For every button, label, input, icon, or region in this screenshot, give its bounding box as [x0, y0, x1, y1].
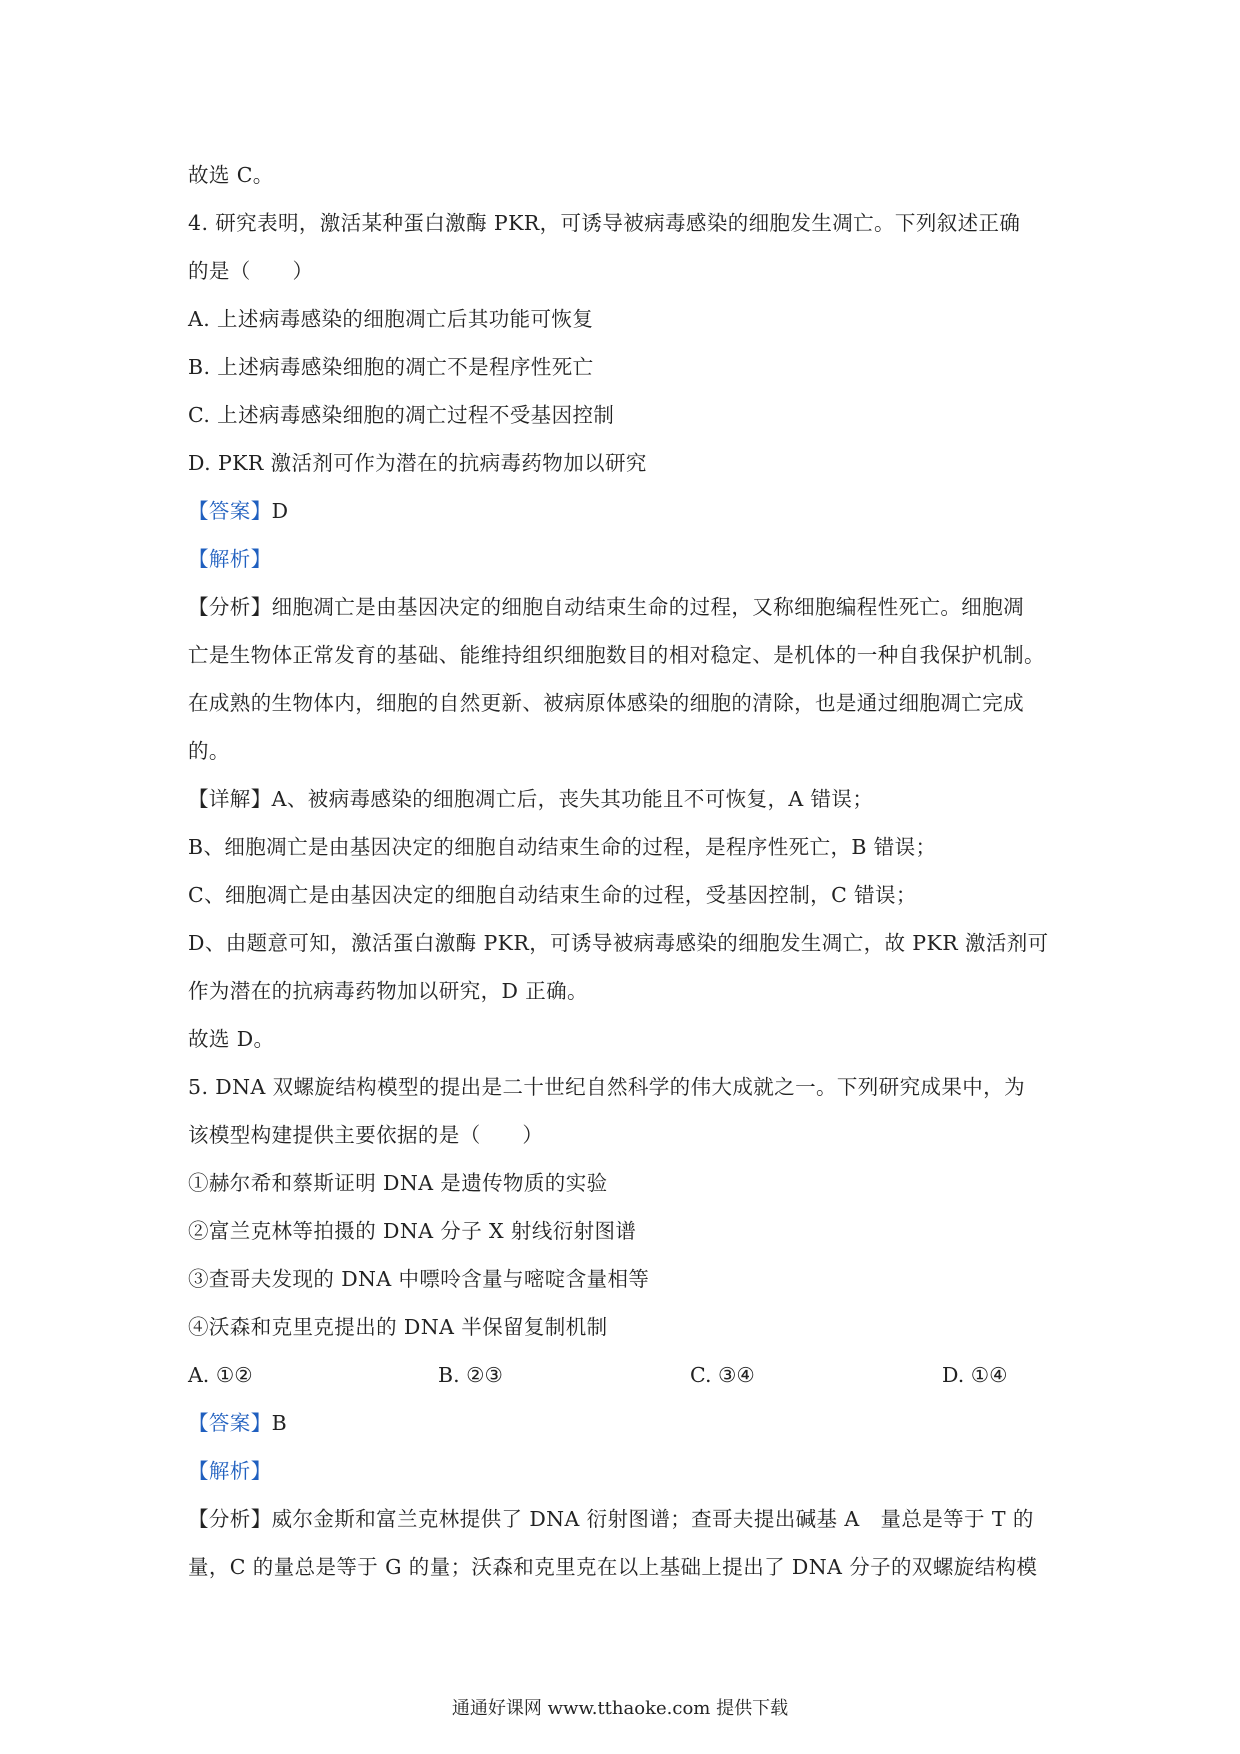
- prev-conclusion: 故选 C。: [188, 163, 274, 187]
- q4-analysis-tag: 【解析】: [188, 547, 272, 571]
- q5-stem-line-2: 该模型构建提供主要依据的是（ ）: [188, 1123, 544, 1147]
- q5-fenxi-line-1: [188, 1504, 1034, 1534]
- q4-option-a: A. 上述病毒感染的细胞凋亡后其功能可恢复: [188, 307, 594, 331]
- q4-detail-line-5: 作为潜在的抗病毒药物加以研究，D 正确。: [188, 979, 588, 1003]
- q4-stem-line-1: 4. 研究表明，激活某种蛋白激酶 PKR，可诱导被病毒感染的细胞发生凋亡。下列叙述正确: [188, 211, 1021, 235]
- q5-stem-line-1: 5. DNA 双螺旋结构模型的提出是二十世纪自然科学的伟大成就之一。下列研究成果中，为: [188, 1075, 1025, 1099]
- q5-item-3: ③查哥夫发现的 DNA 中嘌呤含量与嘧啶含量相等: [188, 1267, 650, 1291]
- q4-answer-value: D: [271, 499, 289, 523]
- q4-option-d: D. PKR 激活剂可作为潜在的抗病毒药物加以研究: [188, 451, 647, 475]
- q5-analysis-tag: 【解析】: [188, 1459, 272, 1483]
- q4-detail-line-4: D、由题意可知，激活蛋白激酶 PKR，可诱导被病毒感染的细胞发生凋亡，故 PKR 激活剂可: [188, 931, 1049, 955]
- q5-item-2: ②富兰克林等拍摄的 DNA 分子 X 射线衍射图谱: [188, 1219, 637, 1243]
- q5-option-c: C. ③④: [690, 1363, 755, 1387]
- q4-detail-text-1: A、被病毒感染的细胞凋亡后，丧失其功能且不可恢复，A 错误；: [271, 787, 874, 811]
- page-footer: 通通好课网 www.tthaoke.com 提供下载: [451, 1698, 789, 1719]
- q4-analysis-heading: [188, 544, 272, 574]
- q4-conclusion: 故选 D。: [188, 1027, 275, 1051]
- q5-answer-value: B: [271, 1411, 288, 1435]
- q4-fenxi-line-4: 的。: [188, 739, 230, 763]
- q4-option-c: C. 上述病毒感染细胞的凋亡过程不受基因控制: [188, 403, 615, 427]
- q4-fenxi-line-1: [188, 592, 1024, 622]
- q4-answer: [188, 496, 288, 526]
- q5-fenxi-tag: 【分析】: [188, 1507, 272, 1531]
- q5-option-b: B. ②③: [438, 1363, 503, 1387]
- q5-item-4: ④沃森和克里克提出的 DNA 半保留复制机制: [188, 1315, 608, 1339]
- q4-fenxi-line-2: 亡是生物体正常发育的基础、能维持组织细胞数目的相对稳定、是机体的一种自我保护机制。: [188, 643, 1045, 667]
- q5-answer: [188, 1408, 287, 1438]
- q4-answer-tag: 【答案】: [188, 499, 272, 523]
- q4-detail-line-1: [188, 784, 873, 814]
- q4-option-b: B. 上述病毒感染细胞的凋亡不是程序性死亡: [188, 355, 594, 379]
- q4-fenxi-line-3: 在成熟的生物体内，细胞的自然更新、被病原体感染的细胞的清除，也是通过细胞凋亡完成: [188, 691, 1024, 715]
- q5-option-d: D. ①④: [942, 1363, 1008, 1387]
- q5-option-a: A. ①②: [188, 1363, 253, 1387]
- q4-detail-tag: 【详解】: [188, 787, 272, 811]
- q5-answer-tag: 【答案】: [188, 1411, 272, 1435]
- q4-stem-line-2: 的是（ ）: [188, 259, 314, 283]
- q5-item-1: ①赫尔希和蔡斯证明 DNA 是遗传物质的实验: [188, 1171, 608, 1195]
- q4-fenxi-tag: 【分析】: [188, 595, 272, 619]
- q4-detail-line-3: C、细胞凋亡是由基因决定的细胞自动结束生命的过程，受基因控制，C 错误；: [188, 883, 917, 907]
- q5-fenxi-line-2: 量，C 的量总是等于 G 的量；沃森和克里克在以上基础上提出了 DNA 分子的双螺旋结构模: [188, 1555, 1038, 1579]
- q5-analysis-heading: [188, 1456, 272, 1486]
- q4-detail-line-2: B、细胞凋亡是由基因决定的细胞自动结束生命的过程，是程序性死亡，B 错误；: [188, 835, 937, 859]
- q4-fenxi-text-1: 细胞凋亡是由基因决定的细胞自动结束生命的过程，又称细胞编程性死亡。细胞凋: [271, 595, 1025, 619]
- q5-fenxi-text-1: 威尔金斯和富兰克林提供了 DNA 衍射图谱；查哥夫提出碱基 A 量总是等于 T 的: [271, 1507, 1034, 1531]
